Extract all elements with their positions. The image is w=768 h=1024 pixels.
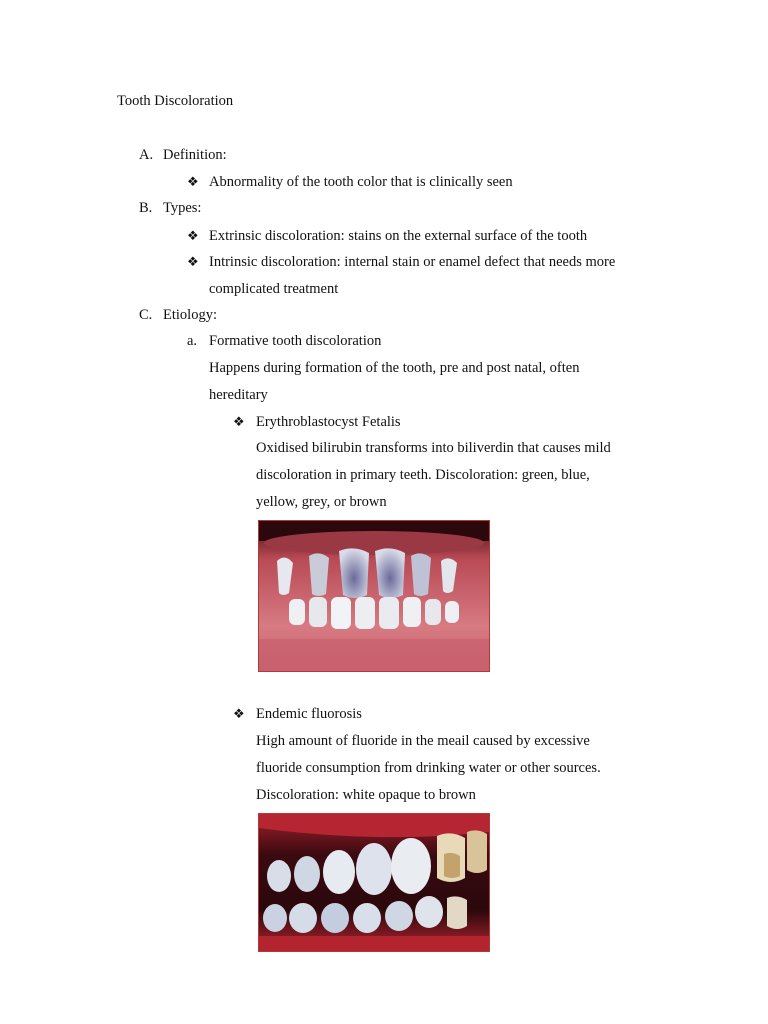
section-b-heading: Types: xyxy=(163,200,202,216)
sub-a-desc-line2: hereditary xyxy=(209,387,268,403)
item2-line1: High amount of fluoride in the meail caused by excessive xyxy=(256,733,590,749)
erythroblastosis-teeth-photo xyxy=(258,520,490,672)
section-c-label: C. xyxy=(139,307,153,323)
bullet-diamond-icon: ❖ xyxy=(187,174,199,189)
item1-line2: discoloration in primary teeth. Discoloration: green, blue, xyxy=(256,467,590,483)
item1-line1: Oxidised bilirubin transforms into biliverdin that causes mild xyxy=(256,440,611,456)
extrinsic-text: Extrinsic discoloration: stains on the external surface of the tooth xyxy=(209,228,588,244)
document-title: Tooth Discoloration xyxy=(117,93,234,109)
bullet-diamond-icon: ❖ xyxy=(233,706,245,721)
section-c-heading: Etiology: xyxy=(163,307,217,323)
sub-a-heading: Formative tooth discoloration xyxy=(209,333,382,349)
item2-line3: Discoloration: white opaque to brown xyxy=(256,787,476,803)
sub-a-label: a. xyxy=(187,333,198,349)
section-a-label: A. xyxy=(139,147,154,163)
intrinsic-text-line2: complicated treatment xyxy=(209,281,339,297)
item1-heading: Erythroblastocyst Fetalis xyxy=(256,414,401,430)
sub-a-desc-line1: Happens during formation of the tooth, pre and post natal, often xyxy=(209,360,580,376)
item1-line3: yellow, grey, or brown xyxy=(256,494,387,510)
section-b-label: B. xyxy=(139,200,153,216)
fluorosis-teeth-photo xyxy=(258,813,490,952)
bullet-diamond-icon: ❖ xyxy=(187,228,199,243)
bullet-diamond-icon: ❖ xyxy=(233,414,245,429)
item2-line2: fluoride consumption from drinking water or other sources. xyxy=(256,760,601,776)
item2-heading: Endemic fluorosis xyxy=(256,706,362,722)
bullet-diamond-icon: ❖ xyxy=(187,254,199,269)
intrinsic-text-line1: Intrinsic discoloration: internal stain or enamel defect that needs more xyxy=(209,254,616,270)
section-a-heading: Definition: xyxy=(163,147,227,163)
definition-text: Abnormality of the tooth color that is clinically seen xyxy=(209,174,513,190)
